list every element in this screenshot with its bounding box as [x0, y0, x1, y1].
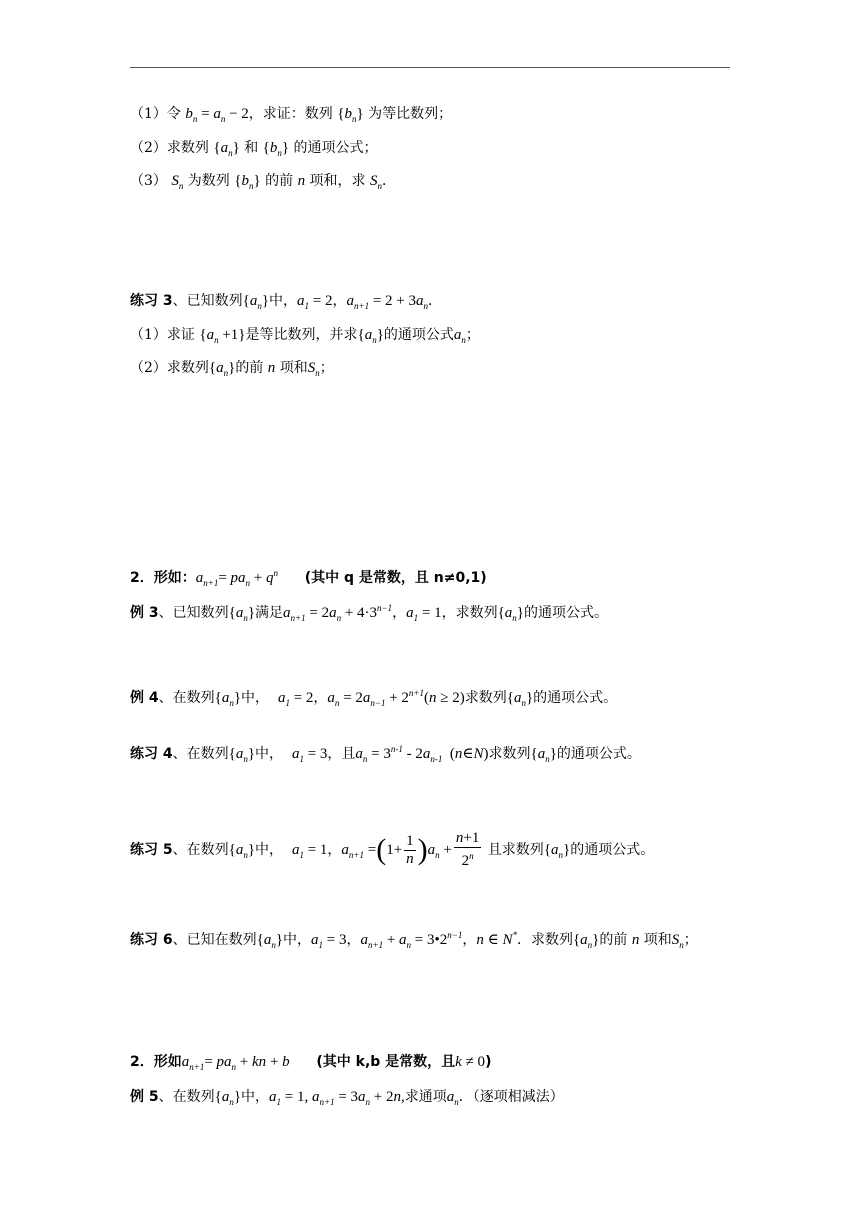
section-2-form-kb: 2．形如$a_{n+1}= pa_n$ + kn + b (其中 k,b 是常数，且k ≠ 0) [130, 1054, 492, 1072]
section-2-form-q: 2．形如：$a_{n+1}= pa_n + q^n$ (其中 q 是常数，且 n≠0,1) [130, 568, 487, 588]
practice-3-1: （1）求证 $\{a_n +1\}$是等比数列，并求$\{a_n\}$的通项公式$a_n$； [130, 327, 480, 345]
practice-3-2: （2）求数列$\{a_n\}$的前 n 项和$S_n$； [130, 360, 334, 378]
practice-3: 练习 3、已知数列$\{a_n\}$中，$a_1 = 2$，$a_{n+1} = 2 + 3a_n$． [130, 293, 442, 311]
example-5: 例 5、在数列$\{a_n\}$中，$a_1 = 1$, $a_{n+1} = 3a_n + 2n$,求通项$a_n$．（逐项相减法） [130, 1089, 564, 1107]
practice-4: 练习 4、在数列$\{a_n\}$中， $a_1 = 3$，且$a_n = 3^{n-1} - 2a_{n-1}$ (n∈N)求数列$\{a_n\}$的通项公式。 [130, 744, 641, 764]
example-3: 例 3、已知数列$\{a_n\}$满足$a_{n+1} = 2a_n + 4\cdot 3^{n-1}$，$a_1 = 1$，求数列$\{a_n\}$的通项公式。 [130, 603, 608, 623]
practice-5: 练习 5、在数列$\{a_n\}$中， $a_1 = 1$，$a_{n+1} =(1+$ $\frac{1}{n}$ )$a_n$ + $\frac{n+1}{2^n}$ 且求数列$\{a_n\}$的通项公式。 [130, 830, 655, 869]
practice-6: 练习 6、已知在数列$\{a_n\}$中，$a_1 = 3$，$a_{n+1} + a_n$ = $3•2^{n-1}$，n ∈ N*．求数列$\{a_n\}$的前 n 项和$S_n$； [130, 930, 698, 950]
question-1-3: （3） $S_n$ 为数列 $\{b_n\}$ 的前 n 项和，求 $S_n$． [130, 173, 396, 191]
question-1-2: （2）求数列 $\{a_n\}$ 和 $\{b_n\}$ 的通项公式； [130, 140, 378, 158]
header-rule [130, 67, 730, 68]
example-4: 例 4、在数列$\{a_n\}$中， $a_1 = 2$，$a_n = 2a_{n-1} + 2^{n+1}(n \ge 2)$求数列$\{a_n\}$的通项公式。 [130, 688, 618, 708]
question-1-1: （1）令 $b_n = a_n - 2$，求证：数列 $\{b_n\}$ 为等比数列； [130, 106, 453, 124]
